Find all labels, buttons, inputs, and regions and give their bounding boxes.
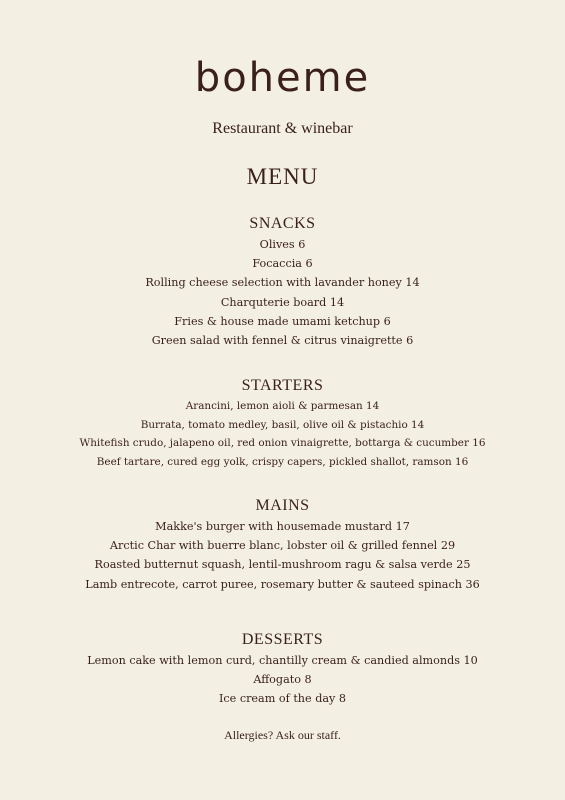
- menu-item: Focaccia 6: [252, 257, 313, 271]
- section-starters: [0, 377, 565, 471]
- menu-item: Affogato 8: [253, 673, 312, 687]
- section-snacks: [0, 215, 565, 350]
- menu-item: Green salad with fennel & citrus vinaigrette 6: [151, 334, 414, 348]
- section-mains: [0, 497, 565, 594]
- menu-item: Charquterie board 14: [220, 295, 345, 309]
- section-title: DESSERTS: [241, 631, 324, 648]
- menu-item: Lemon cake with lemon curd, chantilly cream & candied almonds 10: [87, 654, 478, 667]
- section-title: STARTERS: [241, 377, 324, 394]
- menu-item: Arctic Char with buerre blanc, lobster oil & grilled fennel 29: [109, 539, 456, 553]
- section-title: SNACKS: [249, 215, 316, 232]
- menu-item: Fries & house made umami ketchup 6: [174, 314, 391, 328]
- section-title: MAINS: [255, 497, 310, 514]
- allergy-note: Allergies? Ask our staff.: [224, 728, 341, 742]
- section-desserts: [0, 631, 565, 709]
- menu-item: Roasted butternut squash, lentil-mushroom ragu & salsa verde 25: [94, 558, 471, 572]
- menu-item: Lamb entrecote, carrot puree, rosemary butter & sauteed spinach 36: [85, 577, 480, 591]
- menu-item: Rolling cheese selection with lavander honey 14: [145, 276, 420, 290]
- menu-item: Whitefish crudo, jalapeno oil, red onion vinaigrette, bottarga & cucumber 16: [79, 437, 486, 450]
- menu-item: Ice cream of the day 8: [218, 692, 347, 706]
- menu-item: Arancini, lemon aioli & parmesan 14: [185, 400, 380, 412]
- restaurant-tagline: Restaurant & winebar: [212, 120, 353, 137]
- menu-item: Burrata, tomato medley, basil, olive oil & pistachio 14: [140, 418, 425, 431]
- menu-item: Olives 6: [259, 238, 306, 251]
- menu-item: Makke's burger with housemade mustard 17: [155, 520, 410, 533]
- menu-title: MENU: [246, 164, 319, 189]
- restaurant-logo: boheme: [194, 55, 371, 101]
- menu-item: Beef tartare, cured egg yolk, crispy capers, pickled shallot, ramson 16: [96, 455, 469, 468]
